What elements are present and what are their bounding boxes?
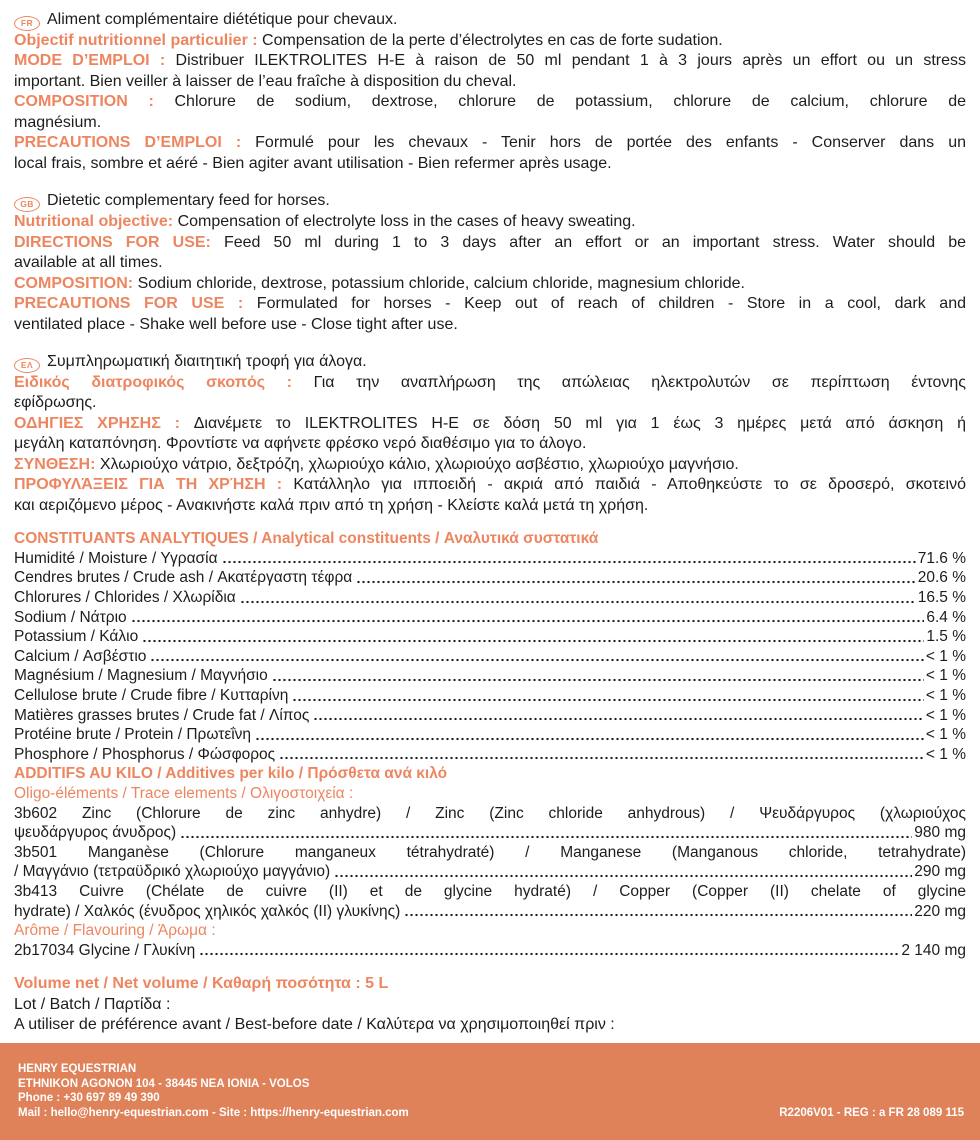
leader-row — [14, 588, 966, 608]
text-line — [14, 882, 966, 902]
text-line — [14, 784, 966, 804]
text-segment: COMPOSITION : — [14, 93, 175, 111]
text-segment: ΟΔΗΓΙΕΣ ΧΡΗΣΗΣ : — [14, 414, 194, 432]
text-segment: Lot / Batch / Παρτίδα : — [14, 995, 171, 1013]
text-segment: Nutritional objective: — [14, 213, 178, 230]
text-segment: μεγάλη καταπόνηση. Φροντίστε να αφήνετε φρέσκο νερό διαθέσιμο για το άλογο. — [14, 435, 587, 453]
heading-line — [14, 31, 966, 52]
company-address: ETHNIKON AGONON 104 - 38445 NEA IONIA - VOLOS — [18, 1077, 310, 1090]
analysis-value: < 1 % — [925, 667, 966, 685]
leader-row — [14, 823, 966, 843]
heading-line — [14, 212, 966, 233]
leader-row — [14, 941, 966, 961]
leader-row — [14, 686, 966, 706]
analysis-value: 290 mg — [914, 863, 966, 881]
text-segment: available at all times. — [14, 254, 163, 271]
text-segment: Potassium / Κάλιο — [14, 628, 139, 646]
text-segment: Chlorures / Chlorides / Χλωρίδια — [14, 589, 236, 607]
text-line — [14, 10, 966, 31]
section-gap — [14, 335, 966, 352]
text-segment: Calcium / Ασβέστιο — [14, 647, 147, 665]
text-segment: Κατάλληλο για ιπποειδή - ακριά από παιδιά - Αποθηκεύστε το σε δροσερό, σκοτεινό — [293, 476, 967, 494]
text-segment: και αεριζόμενο μέρος - Ανακινήστε καλά πριν από τη χρήση - Κλείστε καλά μετά τη χρήση. — [14, 496, 649, 514]
heading-line — [14, 529, 966, 549]
text-segment: Sodium chloride, dextrose, potassium chloride, calcium chloride, magnesium chloride. — [137, 274, 745, 292]
text-segment: Humidité / Moisture / Υγρασία — [14, 549, 218, 567]
analysis-value: 2 140 mg — [901, 941, 966, 959]
leader-row — [14, 706, 966, 726]
text-segment: important. Bien veiller à laisser de l’eau fraîche à disposition du cheval. — [14, 72, 517, 90]
heading-line — [14, 974, 966, 995]
company-phone: Phone : +30 697 89 49 390 — [18, 1092, 160, 1105]
footer-left-block — [18, 1062, 409, 1120]
text-segment: 3b413 Cuivre (Chélate de cuivre (II) et de glycine hydraté) / Copper (Copper (II) chelate of glycine — [14, 882, 966, 900]
analysis-value: < 1 % — [925, 726, 966, 744]
text-segment: Ειδικός διατροφικός σκοπός : — [14, 373, 314, 391]
text-line — [14, 393, 966, 414]
leader-row — [14, 549, 966, 569]
dotted-leader — [180, 823, 912, 843]
company-name: HENRY EQUESTRIAN — [18, 1063, 137, 1076]
analysis-value: 980 mg — [914, 824, 966, 842]
dotted-leader — [199, 941, 899, 961]
text-segment: MODE D’EMPLOI : — [14, 52, 176, 70]
dotted-leader — [272, 666, 924, 686]
text-segment: Objectif nutritionnel particulier : — [14, 31, 263, 49]
text-line — [14, 72, 966, 93]
text-line — [14, 113, 966, 134]
leader-row — [14, 647, 966, 667]
dotted-leader — [131, 608, 925, 628]
text-segment: Cellulose brute / Crude fibre / Κυτταρίνη — [14, 687, 289, 704]
text-line — [14, 921, 966, 941]
heading-line — [14, 133, 966, 154]
language-flag-icon: GB — [14, 197, 40, 212]
analysis-value: 20.6 % — [917, 569, 966, 587]
text-segment: Protéine brute / Protein / Πρωτεΐνη — [14, 726, 252, 744]
heading-line — [14, 373, 966, 394]
heading-line — [14, 414, 966, 435]
text-segment: Formulé pour les chevaux - Tenir hors de portée des enfants - Conserver dans un — [255, 134, 966, 152]
text-segment: DIRECTIONS FOR USE: — [14, 233, 224, 251]
text-segment: Matières grasses brutes / Crude fat / Λίπος — [14, 706, 310, 724]
text-segment: PRECAUTIONS D’EMPLOI : — [14, 134, 256, 152]
section-gap — [14, 516, 966, 529]
analysis-value: 220 mg — [914, 902, 966, 920]
text-line — [14, 434, 966, 455]
leader-row — [14, 608, 966, 628]
dotted-leader — [240, 588, 916, 608]
analysis-value: < 1 % — [925, 745, 966, 763]
dotted-leader — [356, 568, 916, 588]
text-segment: 2b17034 Glycine / Γλυκίνη — [14, 941, 196, 959]
text-segment: Arôme / Flavouring / Άρωμα : — [14, 922, 216, 940]
analysis-value: < 1 % — [925, 687, 966, 704]
heading-line — [14, 233, 966, 254]
text-segment: Συμπληρωματική διαιτητική τροφή για άλογα. — [47, 353, 367, 370]
text-segment: Volume net / Net volume / Καθαρή ποσότητα : 5 L — [14, 975, 389, 993]
text-segment: Magnésium / Magnesium / Μαγνήσιο — [14, 667, 268, 685]
text-segment: / Μαγγάνιο (τετραϋδρικό χλωριούχο μαγγάνιο) — [14, 863, 331, 881]
text-segment: ψευδάργυρος άνυδρος) — [14, 824, 177, 842]
text-segment: COMPOSITION: — [14, 274, 138, 292]
heading-line — [14, 764, 966, 784]
analysis-value: < 1 % — [925, 647, 966, 665]
text-line — [14, 496, 966, 517]
leader-row — [14, 902, 966, 922]
dotted-leader — [255, 725, 924, 745]
text-segment: hydrate) / Χαλκός (ένυδρος χηλικός χαλκός (II) γλυκίνης) — [14, 902, 401, 920]
language-flag-icon: FR — [14, 16, 40, 31]
dotted-leader — [222, 549, 916, 569]
text-segment: Distribuer ILEKTROLITES H-E à raison de 50 ml pendant 1 à 3 jours après un effort ou un stress — [175, 52, 967, 70]
heading-line — [14, 294, 966, 315]
heading-line — [14, 51, 966, 72]
dotted-leader — [142, 627, 924, 647]
text-segment: ΣΥΝΘΕΣΗ: — [14, 455, 100, 473]
dotted-leader — [404, 902, 912, 922]
text-segment: Aliment complémentaire diététique pour chevaux. — [47, 11, 398, 28]
text-segment: 3b501 Manganèse (Chlorure manganeux tétrahydraté) / Manganese (Manganous chloride, tetrahydrate) — [14, 843, 966, 861]
leader-row — [14, 627, 966, 647]
text-segment: Chlorure de sodium, dextrose, chlorure de potassium, chlorure de calcium, chlorure de — [174, 93, 966, 111]
footer-bar — [0, 1043, 980, 1140]
text-segment: Cendres brutes / Crude ash / Ακατέργαστη τέφρα — [14, 569, 353, 587]
text-line — [14, 253, 966, 274]
text-segment: ventilated place - Shake well before use - Close tight after use. — [14, 315, 458, 333]
section-gap — [14, 960, 966, 974]
text-segment: Compensation de la perte d’électrolytes en cas de forte sudation. — [262, 31, 723, 49]
leader-row — [14, 568, 966, 588]
dotted-leader — [150, 647, 924, 667]
text-segment: Feed 50 ml during 1 to 3 days after an effort or an important stress. Water should be — [223, 233, 966, 251]
text-segment: ΠΡΟΦΥΛΆΞΕΙΣ ΓΙΑ ΤΗ ΧΡΉΣΗ : — [14, 476, 294, 494]
language-flag-icon: ΕΛ — [14, 358, 40, 373]
heading-line — [14, 475, 966, 496]
text-segment: magnésium. — [14, 113, 102, 131]
text-segment: Για την αναπλήρωση της απώλειας ηλεκτρολυτών σε περίπτωση έντονης — [313, 373, 966, 391]
analysis-value: 1.5 % — [926, 628, 966, 646]
text-line — [14, 804, 966, 824]
leader-row — [14, 666, 966, 686]
analysis-value: < 1 % — [925, 706, 966, 724]
text-line — [14, 995, 966, 1016]
text-segment: CONSTITUANTS ANALYTIQUES / Analytical constituents / Αναλυτικά συστατικά — [14, 530, 599, 548]
text-segment: Sodium / Νάτριο — [14, 608, 127, 626]
dotted-leader — [279, 745, 924, 765]
analysis-value: 71.6 % — [917, 549, 966, 567]
text-segment: A utiliser de préférence avant / Best-before date / Καλύτερα να χρησιμοποιηθεί πριν : — [14, 1016, 615, 1034]
dotted-leader — [292, 686, 924, 706]
text-segment: local frais, sombre et aéré - Bien agiter avant utilisation - Bien refermer après usage. — [14, 154, 612, 172]
dotted-leader — [313, 706, 924, 726]
text-segment: Dietetic complementary feed for horses. — [47, 192, 330, 210]
text-segment: Χλωριούχο νάτριο, δεξτρόζη, χλωριούχο κάλιο, χλωριούχο ασβέστιο, χλωριούχο μαγνήσιο. — [99, 455, 739, 473]
registration-number: R2206V01 - REG : a FR 28 089 115 — [779, 1106, 964, 1119]
heading-line — [14, 274, 966, 295]
text-line — [14, 1015, 966, 1036]
text-line — [14, 191, 966, 212]
text-segment: Διανέμετε το ILEKTROLITES H-E σε δόση 50 ml για 1 έως 3 ημέρες μετά από άσκηση ή — [193, 414, 966, 432]
text-line — [14, 843, 966, 863]
text-line — [14, 315, 966, 336]
leader-row — [14, 745, 966, 765]
leader-row — [14, 862, 966, 882]
leader-row — [14, 725, 966, 745]
heading-line — [14, 92, 966, 113]
analysis-value: 6.4 % — [926, 608, 966, 626]
analysis-value: 16.5 % — [917, 589, 966, 607]
text-segment: Formulated for horses - Keep out of reach of children - Store in a cool, dark and — [256, 295, 966, 312]
text-segment: ADDITIFS AU KILO / Additives per kilo / Πρόσθετα ανά κιλό — [14, 765, 448, 783]
company-mail-site: Mail : hello@henry-equestrian.com - Site : https://henry-equestrian.com — [18, 1106, 409, 1119]
text-segment: PRECAUTIONS FOR USE : — [14, 295, 257, 312]
text-segment: Compensation of electrolyte loss in the cases of heavy sweating. — [177, 213, 636, 230]
text-segment: Oligo-éléments / Trace elements / Ολιγοστοιχεία : — [14, 784, 354, 802]
text-line — [14, 154, 966, 175]
text-segment: εφίδρωσης. — [14, 394, 97, 412]
section-gap — [14, 174, 966, 191]
heading-line — [14, 455, 966, 476]
text-line — [14, 352, 966, 373]
dotted-leader — [334, 862, 912, 882]
text-segment: Phosphore / Phosphorus / Φώσφορος — [14, 745, 276, 763]
text-segment: 3b602 Zinc (Chlorure de zinc anhydre) / Zinc (Zinc chloride anhydrous) / Ψευδάργυρος (χλωριούχος — [14, 804, 966, 822]
